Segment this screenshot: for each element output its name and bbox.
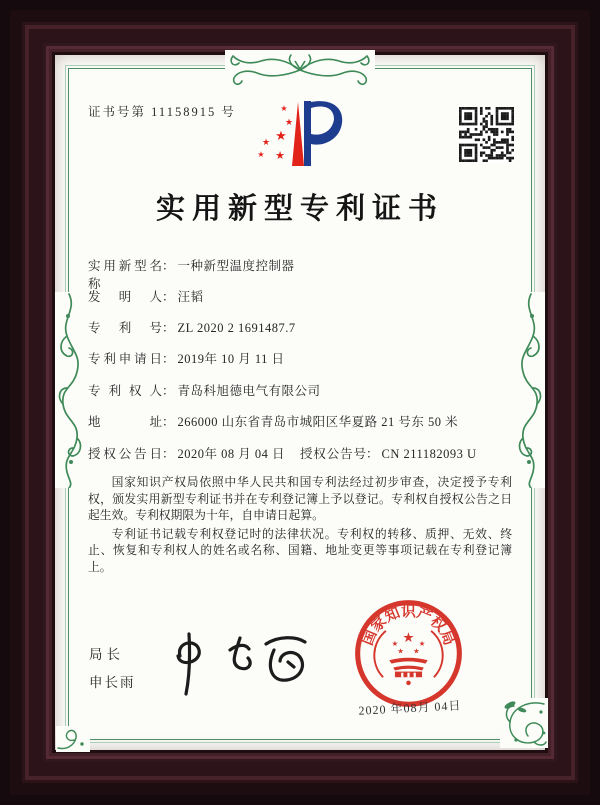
director-title: 局长 bbox=[89, 647, 124, 662]
field-label: 专利申请日 bbox=[88, 352, 162, 366]
handwritten-signature bbox=[150, 626, 320, 704]
field-value: 青岛科旭德电气有限公司 bbox=[177, 384, 321, 398]
cnipa-official-seal bbox=[352, 597, 465, 710]
field-colon: ： bbox=[162, 290, 175, 304]
certificate-title: 实用新型专利证书 bbox=[155, 193, 444, 225]
field-label: 地址 bbox=[88, 415, 162, 429]
field-label: 专利权人 bbox=[88, 384, 162, 398]
field-row bbox=[88, 412, 540, 432]
field-colon: ： bbox=[162, 321, 175, 335]
field-colon: ： bbox=[162, 259, 175, 273]
sprout-corner-ornament bbox=[56, 726, 90, 752]
flourish-top-ornament bbox=[225, 50, 375, 88]
star-icon: ★ bbox=[397, 646, 404, 656]
star-icon: ★ bbox=[275, 129, 287, 144]
field-colon: ： bbox=[162, 384, 175, 398]
director-name: 申长雨 bbox=[89, 675, 136, 690]
star-icon: ★ bbox=[261, 138, 271, 148]
field-label: 实用新型名称 bbox=[88, 259, 162, 291]
field-row bbox=[88, 444, 540, 464]
certificate-number: 证书号第 11158915 号 bbox=[88, 105, 236, 119]
star-icon: ★ bbox=[418, 639, 426, 649]
seal-ring-text: 国家知识产权局 bbox=[360, 604, 457, 648]
star-icon: ★ bbox=[257, 150, 265, 159]
star-icon: ★ bbox=[275, 149, 285, 162]
star-icon: ★ bbox=[402, 630, 415, 647]
field-value: ZL 2020 2 1691487.7 bbox=[177, 321, 296, 335]
field-value: 266000 山东省青岛市城阳区华夏路 21 号东 50 米 bbox=[177, 415, 459, 429]
legal-paragraph: 国家知识产权局依照中华人民共和国专利法经过初步审查，决定授予专利权，颁发实用新型专利证书并在专利登记簿上予以登记。专利权自授权公告之日起生效。专利权期限为十年，自申请日起算。 bbox=[88, 475, 512, 522]
flourish-left-ornament bbox=[55, 292, 83, 488]
field-colon: ： bbox=[162, 447, 175, 461]
field-row bbox=[88, 287, 540, 307]
legal-paragraph: 专利证书记载专利权登记时的法律状况。专利权的转移、质押、无效、终止、恢复和专利权人的姓名或名称、国籍、地址变更等事项记载在专利登记簿上。 bbox=[88, 526, 512, 574]
field-row bbox=[88, 318, 540, 338]
star-icon: ★ bbox=[413, 646, 420, 656]
field-value: 2019年 10 月 11 日 bbox=[177, 352, 285, 366]
field-pair bbox=[300, 444, 476, 462]
field-colon: ： bbox=[162, 415, 175, 429]
field-row bbox=[88, 256, 540, 291]
field-label: 专利号 bbox=[88, 321, 162, 335]
qr-code bbox=[459, 107, 514, 162]
field-value: 2020年 08 月 04 日 bbox=[177, 447, 286, 461]
field-colon: ： bbox=[366, 447, 379, 461]
field-value: 汪韬 bbox=[177, 290, 204, 304]
field-row bbox=[88, 381, 540, 401]
star-icon: ★ bbox=[284, 118, 294, 128]
national-emblem-icon bbox=[374, 630, 442, 685]
legal-text-block bbox=[88, 474, 512, 575]
field-label: 授权公告日 bbox=[88, 447, 162, 461]
field-value: CN 211182093 U bbox=[381, 447, 477, 461]
floral-corner-ornament bbox=[500, 698, 548, 748]
field-colon: ： bbox=[162, 352, 175, 366]
field-value: 一种新型温度控制器 bbox=[177, 259, 295, 273]
field-label: 授权公告号 bbox=[300, 447, 366, 461]
field-row bbox=[88, 349, 540, 369]
cnipa-logo-icon bbox=[254, 97, 346, 173]
star-icon: ★ bbox=[391, 639, 399, 649]
field-label: 发明人 bbox=[88, 290, 162, 304]
star-icon: ★ bbox=[280, 104, 288, 113]
seal-date: 2020 年08月 04日 bbox=[358, 698, 462, 718]
